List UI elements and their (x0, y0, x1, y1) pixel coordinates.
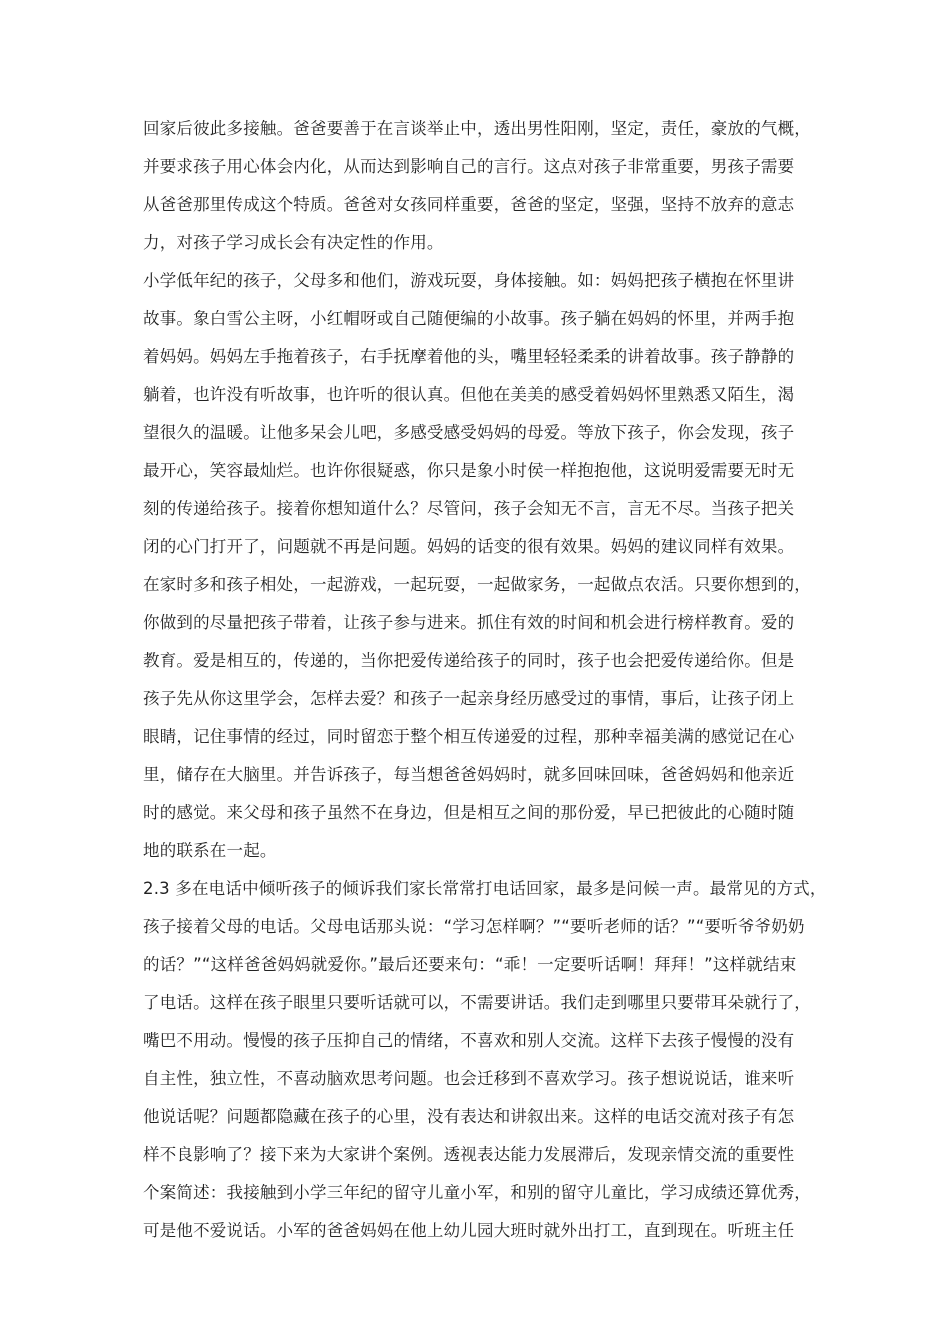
text-line: 地的联系在一起。 (143, 841, 277, 860)
text-line: 刻的传递给孩子。接着你想知道什么？尽管问，孩子会知无不言，言无不尽。当孩子把关 (143, 499, 795, 518)
text-line: 样不良影响了？接下来为大家讲个案例。透视表达能力发展滞后，发现亲情交流的重要性 (143, 1145, 795, 1164)
text-line: 最开心，笑容最灿烂。也许你很疑惑，你只是象小时侯一样抱抱他，这说明爱需要无时无 (143, 461, 795, 480)
text-line: 从爸爸那里传成这个特质。爸爸对女孩同样重要，爸爸的坚定，坚强，坚持不放弃的意志 (143, 195, 795, 214)
text-line: 孩子先从你这里学会，怎样去爱？和孩子一起亲身经历感受过的事情，事后，让孩子闭上 (143, 689, 795, 708)
text-line: 并要求孩子用心体会内化，从而达到影响自己的言行。这点对孩子非常重要，男孩子需要 (143, 157, 795, 176)
text-line: 孩子接着父母的电话。父母电话那头说：“学习怎样啊？”“要听老师的话？”“要听爷爷奶奶 (143, 917, 805, 936)
text-line: 着妈妈。妈妈左手拖着孩子，右手抚摩着他的头，嘴里轻轻柔柔的讲着故事。孩子静静的 (143, 347, 795, 366)
text-line: 自主性，独立性，不喜动脑欢思考问题。也会迁移到不喜欢学习。孩子想说说话，谁来听 (143, 1069, 795, 1088)
text-line: 在家时多和孩子相处，一起游戏，一起玩耍，一起做家务，一起做点农活。只要你想到的， (143, 575, 811, 594)
text-line: 小学低年纪的孩子，父母多和他们，游戏玩耍，身体接触。如：妈妈把孩子横抱在怀里讲 (143, 271, 795, 290)
text-line: 闭的心门打开了，问题就不再是问题。妈妈的话变的很有效果。妈妈的建议同样有效果。 (143, 537, 795, 556)
text-line: 眼睛，记住事情的经过，同时留恋于整个相互传递爱的过程，那种幸福美满的感觉记在心 (143, 727, 795, 746)
text-line: 望很久的温暖。让他多呆会儿吧，多感受感受妈妈的母爱。等放下孩子，你会发现，孩子 (143, 423, 795, 442)
text-line: 时的感觉。来父母和孩子虽然不在身边，但是相互之间的那份爱，早已把彼此的心随时随 (143, 803, 795, 822)
text-line: 可是他不爱说话。小军的爸爸妈妈在他上幼儿园大班时就外出打工，直到现在。听班主任 (143, 1221, 795, 1240)
text-line: 了电话。这样在孩子眼里只要听话就可以，不需要讲话。我们走到哪里只要带耳朵就行了， (143, 993, 811, 1012)
text-line: 个案简述：我接触到小学三年纪的留守儿童小军，和别的留守儿童比，学习成绩还算优秀， (143, 1183, 811, 1202)
text-line: 力，对孩子学习成长会有决定性的作用。 (143, 233, 444, 252)
text-line: 故事。象白雪公主呀，小红帽呀或自己随便编的小故事。孩子躺在妈妈的怀里，并两手抱 (143, 309, 795, 328)
text-line: 嘴巴不用动。慢慢的孩子压抑自己的情绪，不喜欢和别人交流。这样下去孩子慢慢的没有 (143, 1031, 795, 1050)
text-line: 里，储存在大脑里。并告诉孩子，每当想爸爸妈妈时，就多回味回味，爸爸妈妈和他亲近 (143, 765, 795, 784)
text-line: 回家后彼此多接触。爸爸要善于在言谈举止中，透出男性阳刚，坚定，责任，豪放的气概， (143, 119, 811, 138)
text-line: 的话？”“这样爸爸妈妈就爱你。”最后还要来句：“乖！一定要听话啊！拜拜！”这样就结束 (143, 955, 797, 974)
text-line: 他说话呢？问题都隐藏在孩子的心里，没有表达和讲叙出来。这样的电话交流对孩子有怎 (143, 1107, 795, 1126)
text-line: 躺着，也许没有听故事，也许听的很认真。但他在美美的感受着妈妈怀里熟悉又陌生，渴 (143, 385, 795, 404)
text-line: 教育。爱是相互的，传递的，当你把爱传递给孩子的同时，孩子也会把爱传递给你。但是 (143, 651, 795, 670)
section-heading-line: 2.3 多在电话中倾听孩子的倾诉我们家长常常打电话回家，最多是问候一声。最常见的方式， (143, 879, 827, 898)
text-line: 你做到的尽量把孩子带着，让孩子参与进来。抓住有效的时间和机会进行榜样教育。爱的 (143, 613, 795, 632)
